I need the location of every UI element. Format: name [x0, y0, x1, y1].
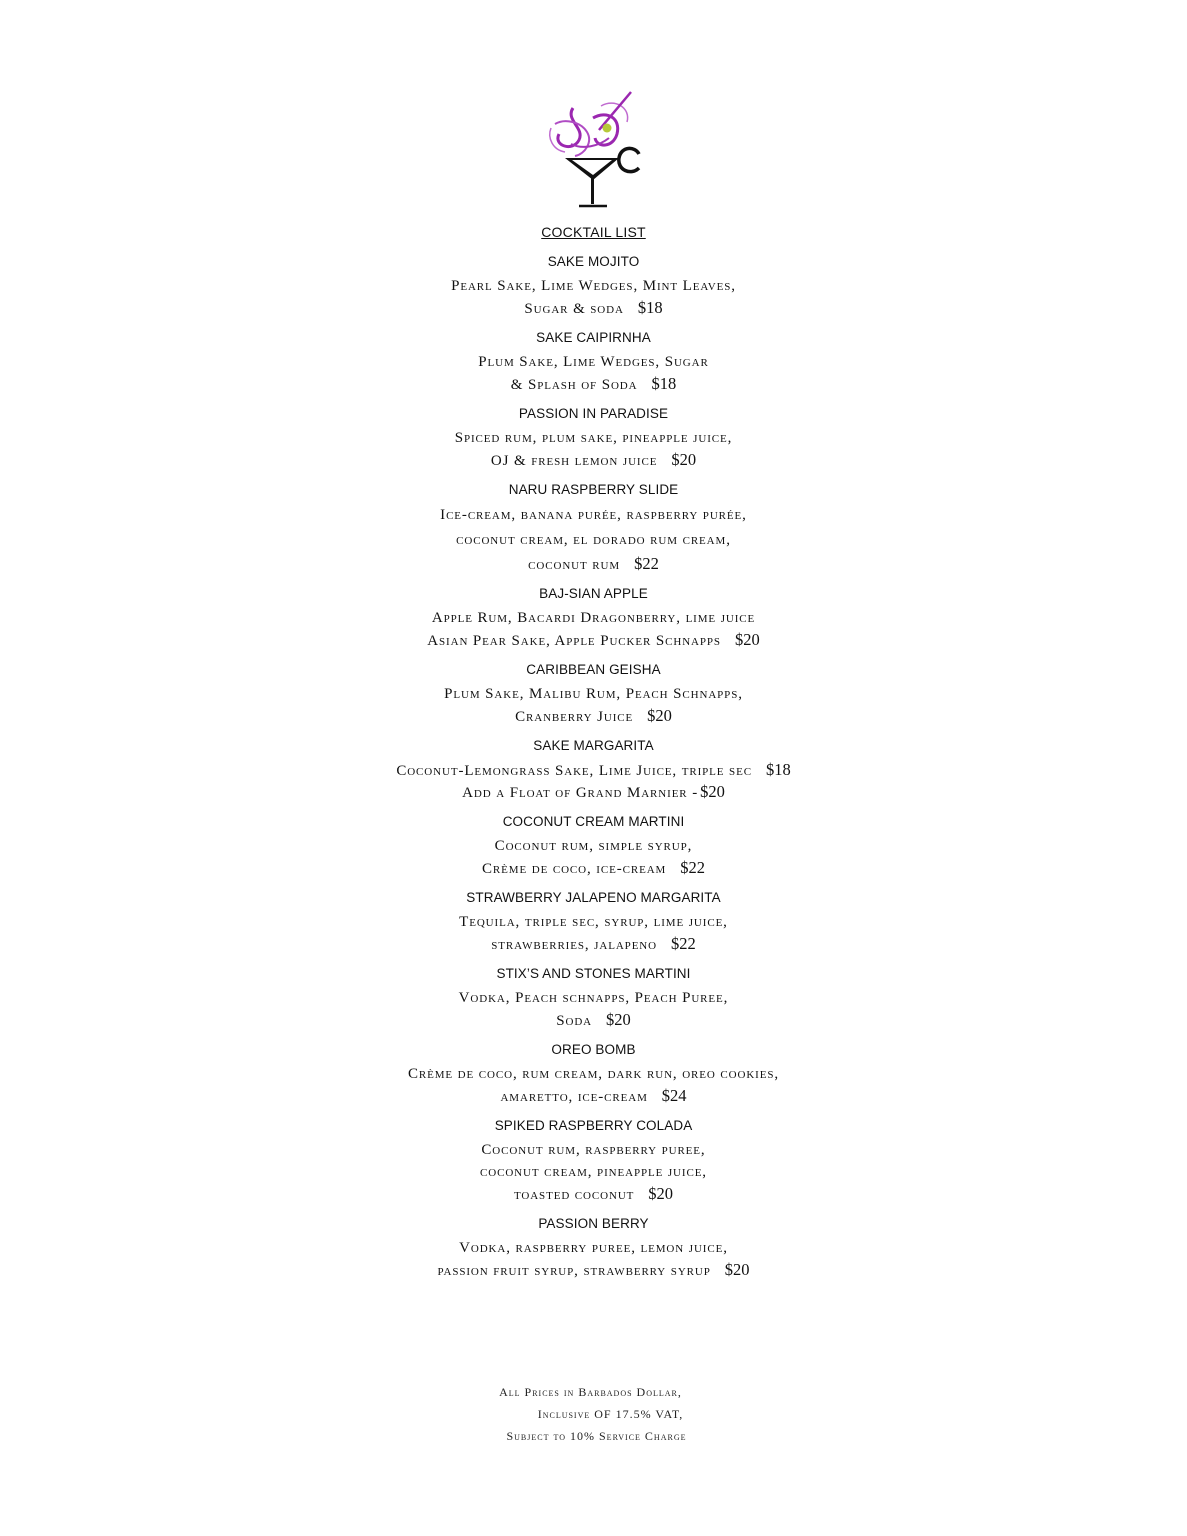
item-extra-text: Add a Float of Grand Marnier -: [462, 785, 699, 801]
item-price: $20: [671, 450, 697, 469]
menu-item: [0, 888, 1187, 955]
item-description: Asian Pear Sake, Apple Pucker Schnapps: [427, 633, 721, 649]
menu-item: [0, 404, 1187, 471]
item-description-last: [0, 553, 1187, 575]
item-description: coconut cream, el dorado rum cream,: [456, 532, 731, 548]
service-charge-note: Subject to 10% Service Charge: [506, 1429, 687, 1443]
item-price: $20: [724, 1260, 750, 1279]
item-price: $20: [734, 630, 760, 649]
item-description: Plum Sake, Malibu Rum, Peach Schnapps,: [444, 686, 743, 702]
item-description: Plum Sake, Lime Wedges, Sugar: [478, 354, 709, 370]
item-description-last: [0, 1183, 1187, 1205]
menu-item: [0, 584, 1187, 651]
item-price: $20: [648, 1184, 674, 1203]
menu-item: [0, 328, 1187, 395]
item-description: Tequila, triple sec, syrup, lime juice,: [459, 914, 728, 930]
item-description: Soda: [556, 1013, 593, 1029]
item-name: SAKE MARGARITA: [533, 738, 654, 753]
menu-item: [0, 660, 1187, 727]
item-name: SAKE MOJITO: [547, 254, 640, 269]
item-extra-line: [0, 781, 1187, 803]
item-description-last: [0, 705, 1187, 727]
item-description: Sugar & soda: [524, 301, 624, 317]
menu-item: [0, 1040, 1187, 1107]
item-description: strawberries, jalapeno: [491, 937, 657, 953]
item-price: $18: [765, 760, 791, 779]
item-description-last: [0, 449, 1187, 471]
item-description-last: [0, 857, 1187, 879]
menu-item: [0, 1214, 1187, 1281]
item-price: $24: [661, 1086, 687, 1105]
item-name: STIX’S AND STONES MARTINI: [496, 966, 691, 981]
item-price: $22: [671, 934, 696, 953]
menu-item: [0, 480, 1187, 575]
item-name: CARIBBEAN GEISHA: [526, 662, 661, 677]
item-name: SPIKED RASPBERRY COLADA: [494, 1118, 693, 1133]
item-price: $18: [637, 298, 663, 317]
currency-note: All Prices in Barbados Dollar,: [499, 1385, 682, 1399]
item-price: $20: [647, 706, 672, 725]
item-description: Apple Rum, Bacardi Dragonberry, lime juice: [431, 610, 756, 626]
item-description: Crème de coco, rum cream, dark run, oreo cookies,: [407, 1066, 780, 1082]
item-name: NARU RASPBERRY SLIDE: [508, 482, 679, 497]
item-description: Spiced rum, plum sake, pineapple juice,: [454, 430, 733, 446]
item-description-last: [0, 1259, 1187, 1281]
item-description: Crème de coco, ice-cream: [482, 861, 667, 877]
menu-item: [0, 1116, 1187, 1205]
cocktail-list: [0, 221, 1187, 1290]
menu-item: [0, 964, 1187, 1031]
item-description: Coconut-Lemongrass Sake, Lime Juice, triple sec: [396, 763, 752, 779]
item-description-last: [0, 297, 1187, 319]
item-description: & Splash of Soda: [510, 377, 638, 393]
item-extra-price: $20: [700, 782, 725, 801]
item-price: $18: [651, 374, 677, 393]
item-description: OJ & fresh lemon juice: [490, 453, 658, 469]
item-name: STRAWBERRY JALAPENO MARGARITA: [466, 890, 721, 905]
vat-note: Inclusive OF 17.5% VAT,: [537, 1407, 684, 1421]
item-name: PASSION IN PARADISE: [518, 406, 669, 421]
item-description-last: [0, 1085, 1187, 1107]
item-name: OREO BOMB: [551, 1042, 636, 1057]
item-description: amaretto, ice-cream: [500, 1089, 648, 1105]
item-description: Vodka, raspberry puree, lemon juice,: [459, 1240, 728, 1256]
item-name: SAKE CAIPIRNHA: [536, 330, 651, 345]
menu-item: [0, 252, 1187, 319]
item-description: Coconut rum, simple syrup,: [494, 838, 693, 854]
item-name: BAJ-SIAN APPLE: [539, 586, 648, 601]
item-description: coconut cream, pineapple juice,: [480, 1164, 707, 1180]
item-description: Coconut rum, raspberry puree,: [481, 1142, 706, 1158]
item-description-last: [0, 759, 1187, 781]
item-description: toasted coconut: [513, 1187, 635, 1203]
item-description: coconut rum: [528, 557, 621, 573]
item-name: PASSION BERRY: [538, 1216, 649, 1231]
item-description: Pearl Sake, Lime Wedges, Mint Leaves,: [451, 278, 736, 294]
item-description: Cranberry Juice: [515, 709, 634, 725]
item-description-last: [0, 1009, 1187, 1031]
item-price: $20: [606, 1010, 631, 1029]
item-description: passion fruit syrup, strawberry syrup: [437, 1263, 711, 1279]
item-description-last: [0, 373, 1187, 395]
item-name: COCONUT CREAM MARTINI: [502, 814, 685, 829]
menu-item: [0, 812, 1187, 879]
item-price: $22: [634, 554, 659, 573]
menu-item: [0, 736, 1187, 803]
item-price: $22: [680, 858, 705, 877]
item-description-last: [0, 933, 1187, 955]
cocktail-glass-logo: [535, 88, 653, 210]
item-description-last: [0, 629, 1187, 651]
menu-title: COCKTAIL LIST: [541, 224, 646, 240]
price-notes: [0, 1381, 1187, 1447]
item-description: Vodka, Peach schnapps, Peach Puree,: [458, 990, 729, 1006]
item-description: Ice-cream, banana purée, raspberry purée,: [440, 507, 747, 523]
